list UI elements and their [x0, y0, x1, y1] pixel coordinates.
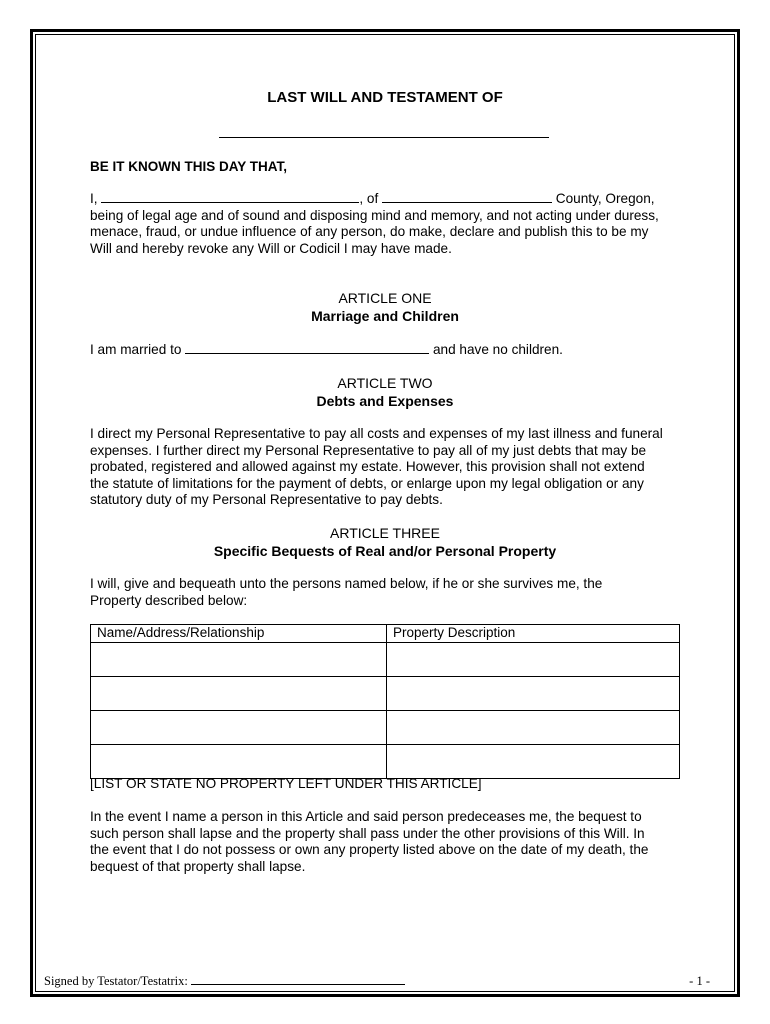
- table-row: [91, 745, 680, 779]
- article-one-text: I am married to and have no children.: [90, 342, 563, 357]
- page-number: - 1 -: [689, 974, 710, 988]
- table-row: [91, 643, 680, 677]
- table-cell-property[interactable]: [387, 711, 680, 745]
- signature-field[interactable]: [191, 974, 405, 985]
- signature-footer: [44, 974, 405, 989]
- table-cell-property[interactable]: [387, 643, 680, 677]
- signed-label: Signed by Testator/Testatrix:: [44, 974, 188, 988]
- table-header-row: [91, 625, 680, 643]
- table-header-name: Name/Address/Relationship: [91, 625, 387, 643]
- preamble-line-4: Will and hereby revoke any Will or Codicil I may have made.: [90, 240, 452, 256]
- county-field[interactable]: [382, 190, 552, 203]
- testator-name-blank[interactable]: [219, 137, 549, 138]
- table-cell-property[interactable]: [387, 677, 680, 711]
- article-three-intro: I will, give and bequeath unto the persons named below, if he or she survives me, the Property described below:: [90, 576, 603, 608]
- table-cell-name[interactable]: [91, 745, 387, 779]
- table-header-property: Property Description: [387, 625, 680, 643]
- article-two-paragraph: I direct my Personal Representative to pay all costs and expenses of my last illness and funeral expenses. I further direct my Personal Representative to pay all of my just debts that may be probated, registered and allowed against my estate. However, this provision shall not extend the statute of limitations for the payment of debts, or enlarge upon my legal obligation or any statutory duty of my Personal Representative to pay debts.: [90, 426, 663, 508]
- bequests-table: [90, 624, 680, 779]
- article-three-note: [LIST OR STATE NO PROPERTY LEFT UNDER THIS ARTICLE]: [90, 776, 482, 791]
- table-cell-name[interactable]: [91, 711, 387, 745]
- article-two-heading: ARTICLE TWO Debts and Expenses: [316, 375, 454, 409]
- table-row: [91, 677, 680, 711]
- table-row: [91, 711, 680, 745]
- preamble-line-1: I, , of County, Oregon,: [90, 191, 655, 206]
- spouse-name-field[interactable]: [185, 341, 429, 354]
- preamble-line-2: being of legal age and of sound and disposing mind and memory, and not acting under duress,: [90, 207, 659, 223]
- preamble-paragraph: [90, 190, 690, 257]
- table-cell-property[interactable]: [387, 745, 680, 779]
- article-three-closing: In the event I name a person in this Article and said person predeceases me, the bequest to such person shall lapse and the property shall pass under the other provisions of this Will. In the event that I do not possess or own any property listed above on the date of my death, the bequest of that property shall lapse.: [90, 809, 649, 874]
- table-cell-name[interactable]: [91, 677, 387, 711]
- preamble-line-3: menace, fraud, or undue influence of any person, do make, declare and publish this to be my: [90, 224, 649, 240]
- preamble-heading: BE IT KNOWN THIS DAY THAT,: [90, 159, 288, 174]
- article-three-heading: ARTICLE THREE Specific Bequests of Real and/or Personal Property: [213, 525, 557, 559]
- article-one-heading: ARTICLE ONE Marriage and Children: [311, 290, 459, 324]
- testator-name-field[interactable]: [101, 190, 359, 203]
- document-title: LAST WILL AND TESTAMENT OF: [267, 89, 503, 106]
- table-cell-name[interactable]: [91, 643, 387, 677]
